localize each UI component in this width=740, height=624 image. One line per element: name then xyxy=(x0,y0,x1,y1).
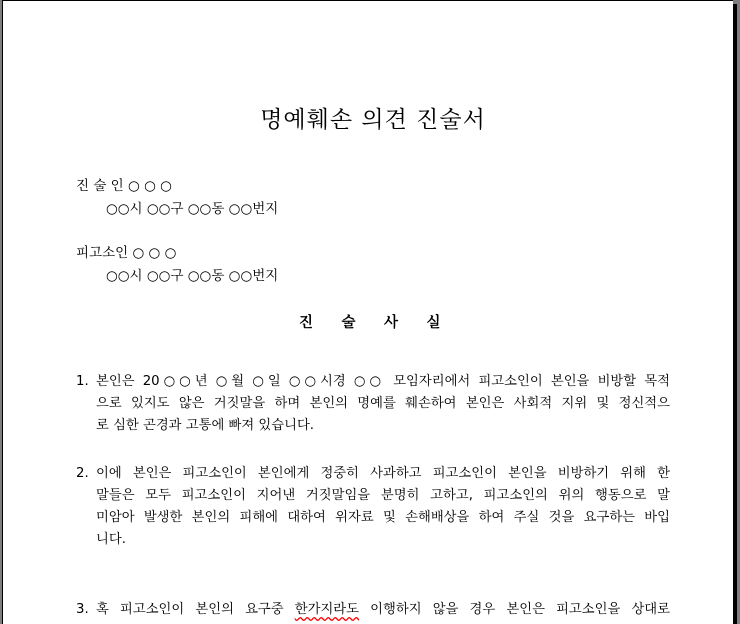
item-body xyxy=(76,371,670,437)
accused-label: 피고소인 ○ ○ ○ xyxy=(76,245,177,261)
item-number: 3. xyxy=(76,602,89,617)
statement-item-1 xyxy=(76,371,670,437)
page-shadow xyxy=(733,4,737,624)
item-line: 이에 본인은 피고소인이 본인에게 정중히 사과하고 피고소인이 본인을 비방하기 위해 한 xyxy=(96,466,670,481)
section-heading-char: 술 xyxy=(341,315,356,331)
item-body xyxy=(76,599,670,621)
accused-address: ○○시 ○○구 ○○동 ○○번지 xyxy=(106,268,279,284)
section-heading xyxy=(299,311,469,332)
section-heading-char: 사 xyxy=(384,315,399,331)
section-heading-char: 실 xyxy=(426,315,441,331)
item-text: 혹 피고소인이 본인의 요구중 xyxy=(96,602,295,617)
declarant-block xyxy=(76,175,278,221)
declarant-label: 진 술 인 ○ ○ ○ xyxy=(76,178,172,194)
statement-item-3 xyxy=(76,599,670,621)
item-line: 본인은 20○○년 ○월 ○일 ○○시경 ○○ 모임자리에서 피고소인이 본인을 비방할 목적 xyxy=(96,374,670,389)
item-number: 2. xyxy=(76,466,89,481)
statement-item-2 xyxy=(76,463,670,551)
item-body xyxy=(76,463,670,551)
item-line: 니다. xyxy=(96,532,126,547)
document-page xyxy=(2,0,733,624)
item-text: 이행하지 않을 경우 본인은 피고소인을 상대로 xyxy=(359,602,670,617)
item-number: 1. xyxy=(76,374,89,389)
declarant-address: ○○시 ○○구 ○○동 ○○번지 xyxy=(106,201,279,217)
document-title: 명예훼손 의견 진술서 xyxy=(260,107,486,133)
item-line: 미암아 발생한 본인의 피해에 대하여 위자료 및 손해배상을 하여 주실 것을 요구하는 바입 xyxy=(96,510,670,525)
accused-block xyxy=(76,242,278,288)
item-line: 으로 있지도 않은 거짓말을 하며 본인의 명예를 훼손하여 본인은 사회적 지위 및 정신적으 xyxy=(96,396,670,411)
item-line: 로 심한 곤경과 고통에 빠져 있습니다. xyxy=(96,418,315,433)
item-line xyxy=(96,599,670,621)
section-heading-char: 진 xyxy=(299,315,314,331)
item-line: 말들은 모두 피고소인이 지어낸 거짓말임을 분명히 고하고, 피고소인의 위의 행동으로 말 xyxy=(96,488,670,503)
spellcheck-marked-word[interactable]: 한가지라도 xyxy=(294,602,359,617)
